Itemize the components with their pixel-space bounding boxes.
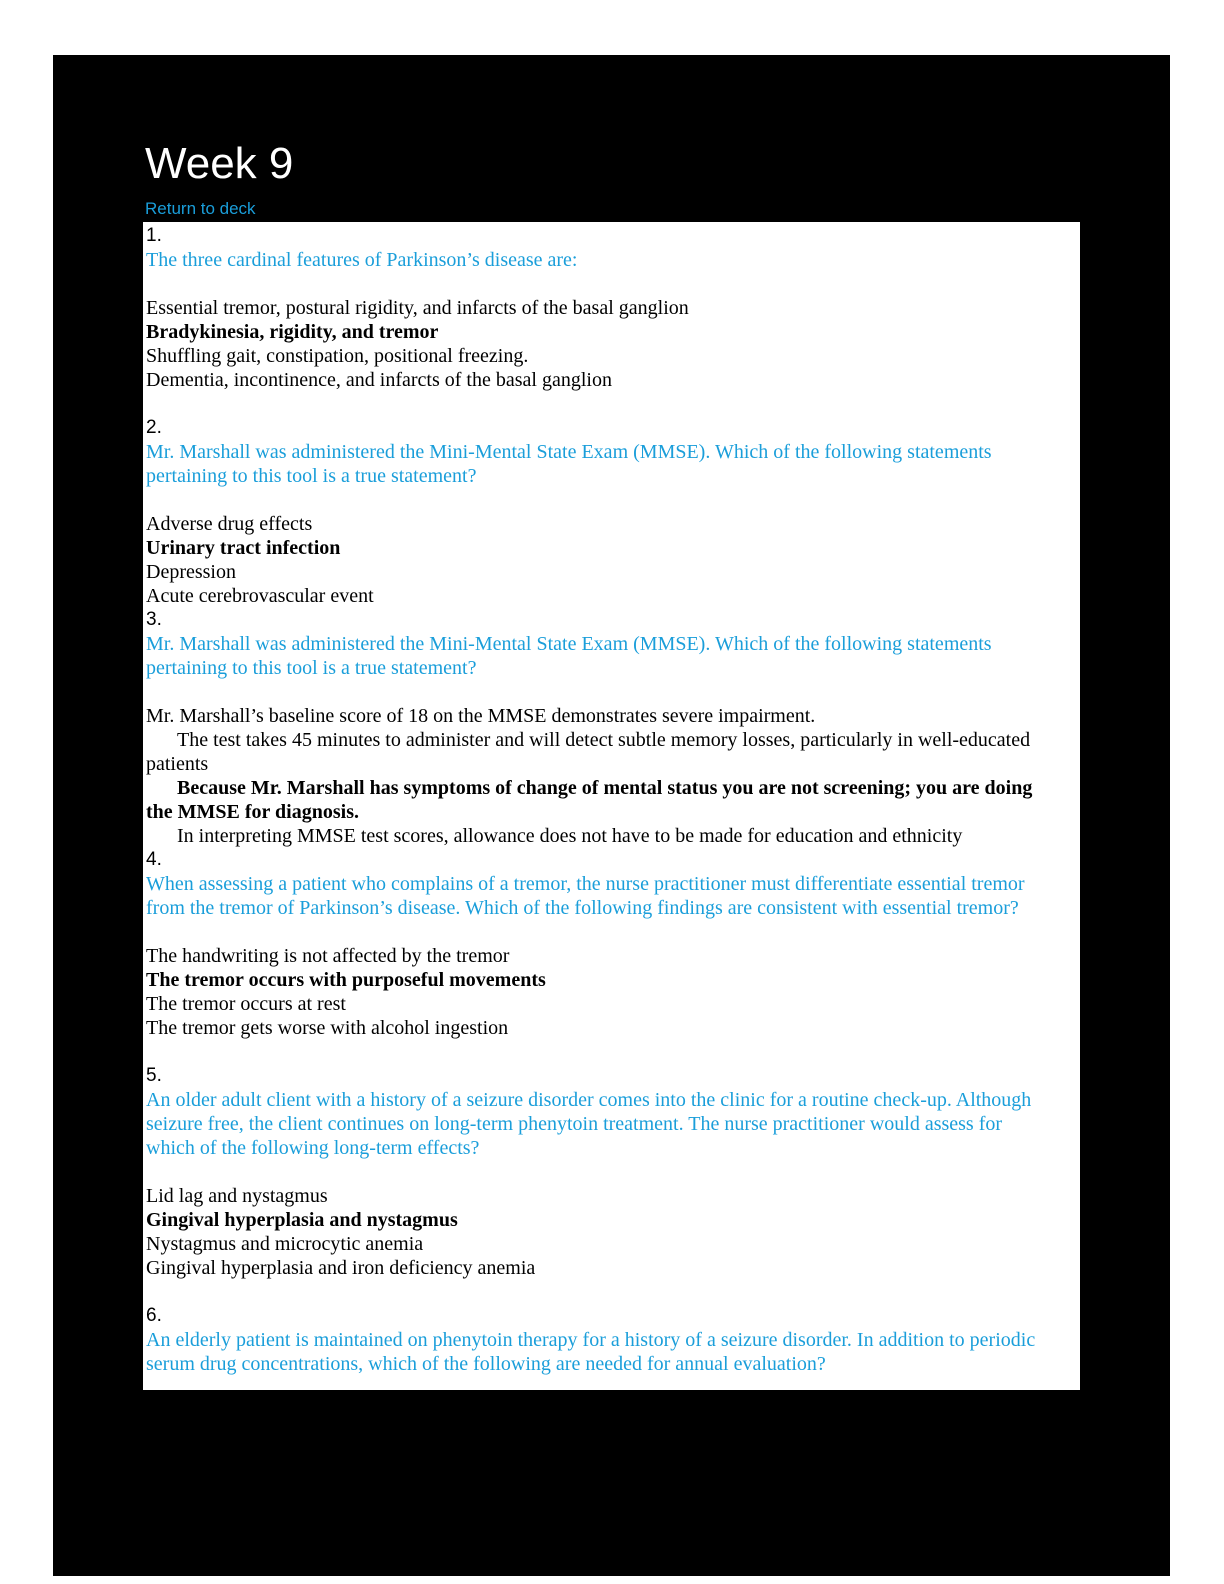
answer-line: In interpreting MMSE test scores, allowance does not have to be made for education and ethnicity <box>177 825 963 847</box>
answer-line: Shuffling gait, constipation, positional freezing. <box>146 345 529 367</box>
answer-line: Adverse drug effects <box>146 513 313 535</box>
answer-line: Gingival hyperplasia and iron deficiency anemia <box>146 1257 536 1279</box>
question-line: Mr. Marshall was administered the Mini-Mental State Exam (MMSE). Which of the following statements <box>146 633 992 655</box>
question-text <box>146 248 1080 272</box>
question-line: pertaining to this tool is a true statement? <box>146 657 477 679</box>
question-line: Mr. Marshall was administered the Mini-Mental State Exam (MMSE). Which of the following statements <box>146 441 992 463</box>
question-text <box>146 632 1080 680</box>
question-line: from the tremor of Parkinson’s disease. Which of the following findings are consistent with essential tremor? <box>146 897 1019 919</box>
blank-line <box>146 488 1080 512</box>
blank-line <box>146 392 1080 416</box>
answer-line-correct: Gingival hyperplasia and nystagmus <box>146 1209 458 1231</box>
answer-line-correct: the MMSE for diagnosis. <box>146 801 359 823</box>
return-to-deck-link[interactable]: Return to deck <box>145 199 256 218</box>
question-line: pertaining to this tool is a true statement? <box>146 465 477 487</box>
question-number: 4. <box>146 849 162 870</box>
question-number: 1. <box>146 225 162 246</box>
page-title: Week 9 <box>145 139 294 188</box>
answer-line: The tremor occurs at rest <box>146 993 346 1015</box>
question-block <box>146 848 1080 1064</box>
blank-line <box>146 920 1080 944</box>
question-line: An elderly patient is maintained on phenytoin therapy for a history of a seizure disorder. In addition to periodic <box>146 1329 1036 1351</box>
answer-line-correct: The tremor occurs with purposeful movements <box>146 969 546 991</box>
question-text <box>146 872 1080 920</box>
question-number: 6. <box>146 1305 162 1326</box>
answer-line-correct: Urinary tract infection <box>146 537 341 559</box>
question-block <box>146 416 1080 608</box>
question-line: seizure free, the client continues on long-term phenytoin treatment. The nurse practitioner would assess for <box>146 1113 1003 1135</box>
blank-line <box>146 680 1080 704</box>
answer-line: The tremor gets worse with alcohol ingestion <box>146 1017 509 1039</box>
answer-line: Dementia, incontinence, and infarcts of the basal ganglion <box>146 369 612 391</box>
answer-line: Nystagmus and microcytic anemia <box>146 1233 424 1255</box>
question-block <box>146 608 1080 848</box>
questions-panel <box>143 222 1080 1390</box>
question-text <box>146 440 1080 488</box>
slide-frame <box>53 55 1170 1576</box>
answer-line-correct: Because Mr. Marshall has symptoms of change of mental status you are not screening; you are doing <box>177 777 1033 799</box>
question-block <box>146 1064 1080 1304</box>
question-number: 3. <box>146 609 162 630</box>
question-number: 2. <box>146 417 162 438</box>
answer-line: Acute cerebrovascular event <box>146 585 374 607</box>
answer-line: patients <box>146 753 209 775</box>
blank-line <box>146 1160 1080 1184</box>
question-block <box>146 1304 1080 1376</box>
answer-line: The handwriting is not affected by the tremor <box>146 945 510 967</box>
answer-line: Mr. Marshall’s baseline score of 18 on the MMSE demonstrates severe impairment. <box>146 705 816 727</box>
answer-line: Essential tremor, postural rigidity, and infarcts of the basal ganglion <box>146 297 689 319</box>
answer-line: The test takes 45 minutes to administer and will detect subtle memory losses, particularly in well-educated <box>177 729 1031 751</box>
question-line: When assessing a patient who complains of a tremor, the nurse practitioner must differentiate essential tremor <box>146 873 1025 895</box>
question-text <box>146 1088 1080 1160</box>
blank-line <box>146 272 1080 296</box>
question-number: 5. <box>146 1065 162 1086</box>
question-line: serum drug concentrations, which of the following are needed for annual evaluation? <box>146 1353 826 1375</box>
blank-line <box>146 1280 1080 1304</box>
question-line: The three cardinal features of Parkinson’s disease are: <box>146 249 578 271</box>
answer-line-correct: Bradykinesia, rigidity, and tremor <box>146 321 439 343</box>
answer-line: Depression <box>146 561 236 583</box>
question-line: which of the following long-term effects? <box>146 1137 480 1159</box>
question-block <box>146 224 1080 416</box>
question-text <box>146 1328 1080 1376</box>
question-line: An older adult client with a history of a seizure disorder comes into the clinic for a routine check-up. Although <box>146 1089 1032 1111</box>
answer-line: Lid lag and nystagmus <box>146 1185 328 1207</box>
blank-line <box>146 1040 1080 1064</box>
